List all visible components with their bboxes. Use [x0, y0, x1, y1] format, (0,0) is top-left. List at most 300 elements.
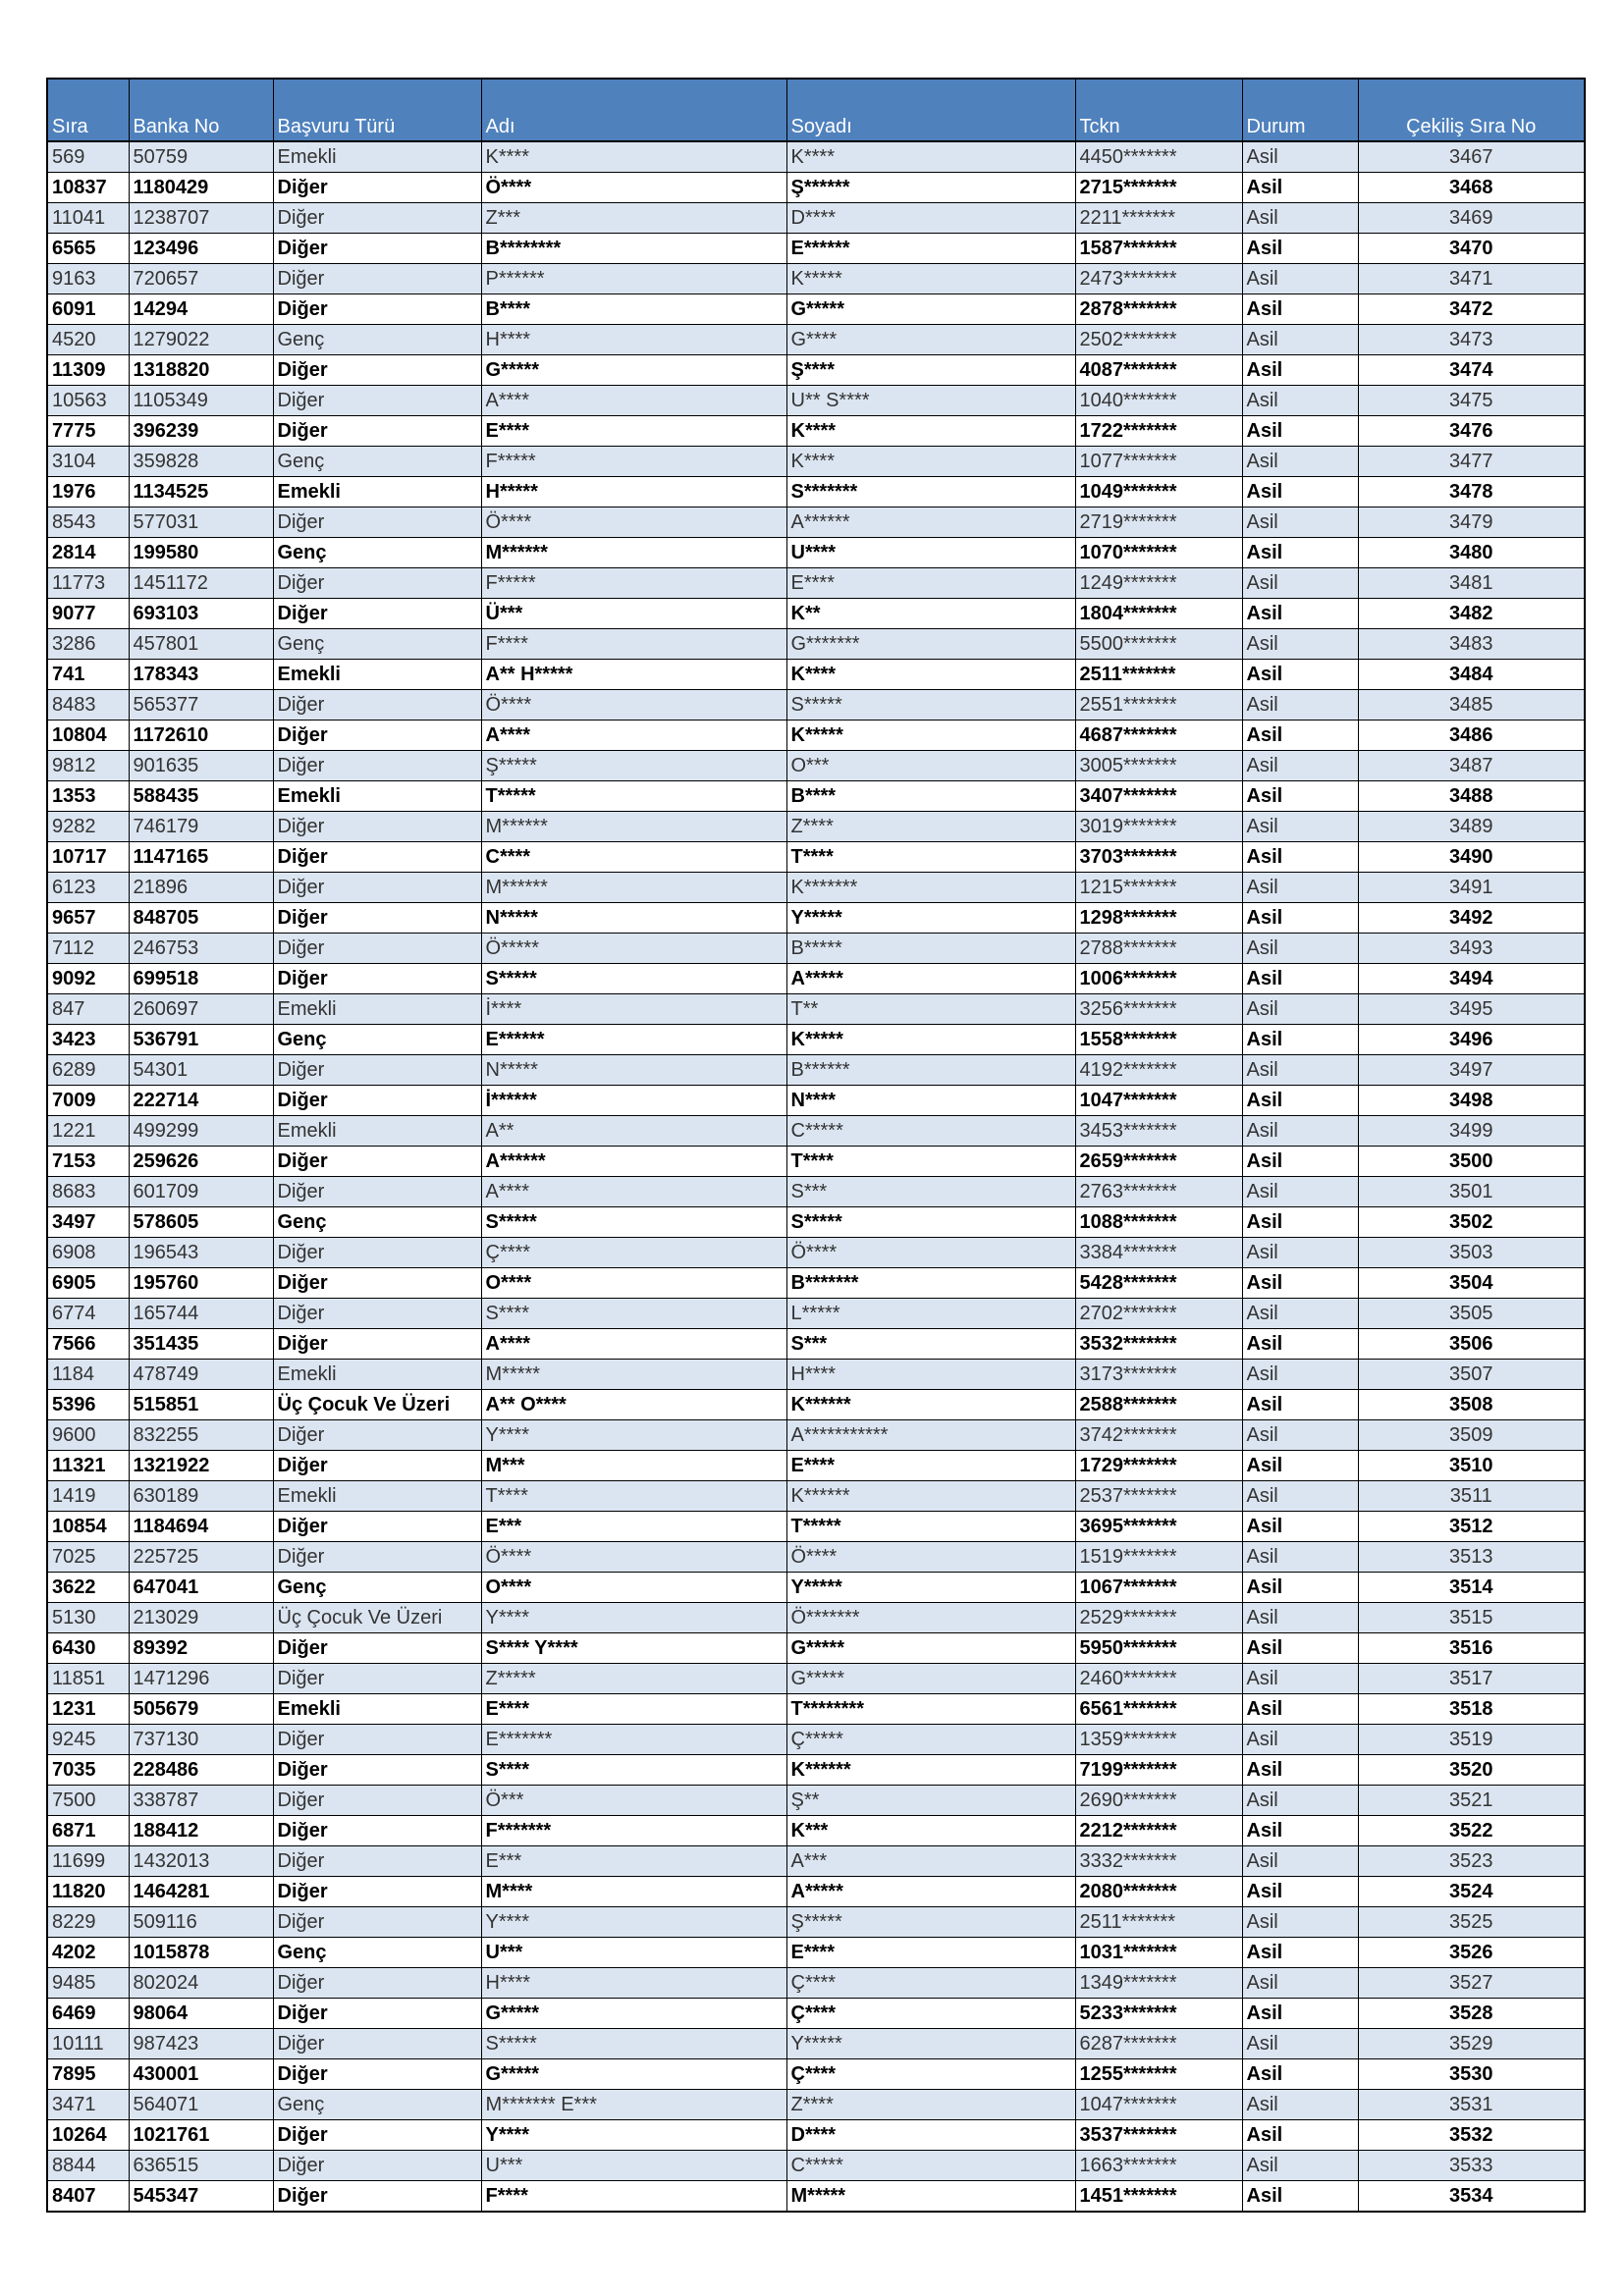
cell-sira: 11309: [47, 355, 129, 386]
cell-banka-no: 588435: [129, 781, 273, 812]
cell-tckn: 1519*******: [1075, 1542, 1242, 1573]
cell-durum: Asil: [1242, 1420, 1358, 1451]
cell-tckn: 2511*******: [1075, 1907, 1242, 1938]
cell-cekilis-sira-no: 3492: [1358, 903, 1585, 934]
table-row: [47, 538, 1585, 568]
table-row: [47, 325, 1585, 355]
cell-tckn: 1663*******: [1075, 2151, 1242, 2181]
cell-adi: N*****: [481, 903, 786, 934]
cell-tckn: 1558*******: [1075, 1025, 1242, 1055]
cell-adi: Ö****: [481, 507, 786, 538]
cell-cekilis-sira-no: 3505: [1358, 1299, 1585, 1329]
cell-soyadi: Ç*****: [786, 1725, 1075, 1755]
cell-soyadi: M*****: [786, 2181, 1075, 2213]
cell-tckn: 1067*******: [1075, 1573, 1242, 1603]
cell-durum: Asil: [1242, 173, 1358, 203]
cell-soyadi: C*****: [786, 2151, 1075, 2181]
cell-soyadi: B****: [786, 781, 1075, 812]
cell-adi: M******: [481, 873, 786, 903]
cell-soyadi: G*******: [786, 629, 1075, 660]
cell-cekilis-sira-no: 3480: [1358, 538, 1585, 568]
cell-tckn: 2551*******: [1075, 690, 1242, 721]
cell-cekilis-sira-no: 3501: [1358, 1177, 1585, 1207]
cell-sira: 6908: [47, 1238, 129, 1268]
cell-cekilis-sira-no: 3484: [1358, 660, 1585, 690]
cell-banka-no: 1471296: [129, 1664, 273, 1694]
cell-durum: Asil: [1242, 1055, 1358, 1086]
cell-sira: 3423: [47, 1025, 129, 1055]
cell-cekilis-sira-no: 3477: [1358, 447, 1585, 477]
table-row: [47, 447, 1585, 477]
cell-sira: 11699: [47, 1846, 129, 1877]
cell-basvuru-turu: Emekli: [273, 1694, 481, 1725]
cell-basvuru-turu: Diğer: [273, 386, 481, 416]
cell-tckn: 1722*******: [1075, 416, 1242, 447]
table-row: [47, 1938, 1585, 1968]
cell-soyadi: U****: [786, 538, 1075, 568]
cell-sira: 5130: [47, 1603, 129, 1633]
cell-soyadi: B*****: [786, 934, 1075, 964]
cell-banka-no: 630189: [129, 1481, 273, 1512]
table-row: [47, 1755, 1585, 1786]
cell-durum: Asil: [1242, 2059, 1358, 2090]
cell-tckn: 1215*******: [1075, 873, 1242, 903]
cell-sira: 7566: [47, 1329, 129, 1360]
cell-sira: 9077: [47, 599, 129, 629]
cell-basvuru-turu: Diğer: [273, 507, 481, 538]
cell-banka-no: 1238707: [129, 203, 273, 234]
cell-cekilis-sira-no: 3482: [1358, 599, 1585, 629]
cell-tckn: 2878*******: [1075, 294, 1242, 325]
cell-soyadi: K****: [786, 660, 1075, 690]
cell-basvuru-turu: Emekli: [273, 994, 481, 1025]
cell-sira: 6871: [47, 1816, 129, 1846]
cell-soyadi: T********: [786, 1694, 1075, 1725]
cell-durum: Asil: [1242, 873, 1358, 903]
cell-soyadi: D****: [786, 2120, 1075, 2151]
cell-banka-no: 1432013: [129, 1846, 273, 1877]
cell-banka-no: 1279022: [129, 325, 273, 355]
cell-banka-no: 123496: [129, 234, 273, 264]
table-row: [47, 234, 1585, 264]
table-row: [47, 751, 1585, 781]
cell-banka-no: 636515: [129, 2151, 273, 2181]
cell-cekilis-sira-no: 3523: [1358, 1846, 1585, 1877]
cell-adi: K****: [481, 141, 786, 173]
cell-cekilis-sira-no: 3512: [1358, 1512, 1585, 1542]
cell-banka-no: 901635: [129, 751, 273, 781]
cell-sira: 10804: [47, 721, 129, 751]
cell-tckn: 1804*******: [1075, 599, 1242, 629]
cell-banka-no: 338787: [129, 1786, 273, 1816]
cell-banka-no: 14294: [129, 294, 273, 325]
cell-cekilis-sira-no: 3503: [1358, 1238, 1585, 1268]
cell-tckn: 3532*******: [1075, 1329, 1242, 1360]
table-row: [47, 2181, 1585, 2213]
cell-basvuru-turu: Genç: [273, 538, 481, 568]
cell-sira: 741: [47, 660, 129, 690]
cell-tckn: 1587*******: [1075, 234, 1242, 264]
cell-tckn: 1077*******: [1075, 447, 1242, 477]
cell-soyadi: N****: [786, 1086, 1075, 1116]
cell-sira: 11851: [47, 1664, 129, 1694]
cell-tckn: 3173*******: [1075, 1360, 1242, 1390]
cell-sira: 7775: [47, 416, 129, 447]
cell-durum: Asil: [1242, 751, 1358, 781]
cell-soyadi: Y*****: [786, 1573, 1075, 1603]
table-row: [47, 1207, 1585, 1238]
cell-basvuru-turu: Diğer: [273, 234, 481, 264]
table-row: [47, 568, 1585, 599]
cell-adi: U***: [481, 2151, 786, 2181]
results-table: [46, 78, 1586, 2213]
cell-banka-no: 1184694: [129, 1512, 273, 1542]
cell-durum: Asil: [1242, 1025, 1358, 1055]
cell-soyadi: A***: [786, 1846, 1075, 1877]
cell-soyadi: D****: [786, 203, 1075, 234]
cell-sira: 10264: [47, 2120, 129, 2151]
cell-banka-no: 505679: [129, 1694, 273, 1725]
cell-sira: 1231: [47, 1694, 129, 1725]
cell-basvuru-turu: Emekli: [273, 1116, 481, 1147]
table-row: [47, 1573, 1585, 1603]
cell-tckn: 6287*******: [1075, 2029, 1242, 2059]
cell-banka-no: 50759: [129, 141, 273, 173]
cell-durum: Asil: [1242, 1846, 1358, 1877]
cell-cekilis-sira-no: 3494: [1358, 964, 1585, 994]
cell-banka-no: 396239: [129, 416, 273, 447]
cell-basvuru-turu: Diğer: [273, 1633, 481, 1664]
cell-cekilis-sira-no: 3509: [1358, 1420, 1585, 1451]
cell-cekilis-sira-no: 3532: [1358, 2120, 1585, 2151]
table-row: [47, 1877, 1585, 1907]
cell-basvuru-turu: Genç: [273, 1573, 481, 1603]
cell-durum: Asil: [1242, 1329, 1358, 1360]
table-row: [47, 1420, 1585, 1451]
cell-durum: Asil: [1242, 416, 1358, 447]
cell-durum: Asil: [1242, 660, 1358, 690]
cell-sira: 4520: [47, 325, 129, 355]
table-row: [47, 1968, 1585, 1999]
cell-basvuru-turu: Emekli: [273, 660, 481, 690]
cell-adi: E****: [481, 416, 786, 447]
cell-soyadi: Ş**: [786, 1786, 1075, 1816]
cell-basvuru-turu: Diğer: [273, 1086, 481, 1116]
cell-durum: Asil: [1242, 2181, 1358, 2213]
cell-basvuru-turu: Genç: [273, 325, 481, 355]
cell-tckn: 1006*******: [1075, 964, 1242, 994]
cell-sira: 4202: [47, 1938, 129, 1968]
cell-soyadi: T*****: [786, 1512, 1075, 1542]
cell-tckn: 3703*******: [1075, 842, 1242, 873]
cell-sira: 9657: [47, 903, 129, 934]
cell-adi: F*****: [481, 568, 786, 599]
table-row: [47, 599, 1585, 629]
cell-soyadi: S***: [786, 1177, 1075, 1207]
cell-tckn: 2702*******: [1075, 1299, 1242, 1329]
cell-tckn: 2719*******: [1075, 507, 1242, 538]
cell-basvuru-turu: Emekli: [273, 1481, 481, 1512]
cell-basvuru-turu: Diğer: [273, 1999, 481, 2029]
cell-tckn: 3019*******: [1075, 812, 1242, 842]
cell-sira: 7035: [47, 1755, 129, 1786]
cell-sira: 1221: [47, 1116, 129, 1147]
cell-soyadi: A******: [786, 507, 1075, 538]
cell-cekilis-sira-no: 3520: [1358, 1755, 1585, 1786]
cell-durum: Asil: [1242, 325, 1358, 355]
cell-sira: 569: [47, 141, 129, 173]
cell-cekilis-sira-no: 3518: [1358, 1694, 1585, 1725]
cell-basvuru-turu: Emekli: [273, 781, 481, 812]
cell-basvuru-turu: Emekli: [273, 477, 481, 507]
cell-sira: 11321: [47, 1451, 129, 1481]
table-row: [47, 1999, 1585, 2029]
cell-basvuru-turu: Üç Çocuk Ve Üzeri: [273, 1603, 481, 1633]
cell-cekilis-sira-no: 3470: [1358, 234, 1585, 264]
cell-tckn: 2690*******: [1075, 1786, 1242, 1816]
cell-adi: Y****: [481, 2120, 786, 2151]
cell-soyadi: A*****: [786, 964, 1075, 994]
cell-durum: Asil: [1242, 599, 1358, 629]
cell-banka-no: 351435: [129, 1329, 273, 1360]
cell-tckn: 1070*******: [1075, 538, 1242, 568]
cell-durum: Asil: [1242, 1268, 1358, 1299]
table-row: [47, 690, 1585, 721]
cell-cekilis-sira-no: 3479: [1358, 507, 1585, 538]
cell-tckn: 1349*******: [1075, 1968, 1242, 1999]
cell-sira: 10563: [47, 386, 129, 416]
cell-cekilis-sira-no: 3521: [1358, 1786, 1585, 1816]
cell-adi: B********: [481, 234, 786, 264]
cell-adi: Ş*****: [481, 751, 786, 781]
cell-banka-no: 478749: [129, 1360, 273, 1390]
cell-cekilis-sira-no: 3487: [1358, 751, 1585, 781]
cell-durum: Asil: [1242, 629, 1358, 660]
cell-adi: B****: [481, 294, 786, 325]
cell-basvuru-turu: Diğer: [273, 264, 481, 294]
cell-banka-no: 499299: [129, 1116, 273, 1147]
cell-soyadi: S*******: [786, 477, 1075, 507]
cell-basvuru-turu: Diğer: [273, 1268, 481, 1299]
cell-banka-no: 1464281: [129, 1877, 273, 1907]
cell-basvuru-turu: Diğer: [273, 903, 481, 934]
cell-adi: İ****: [481, 994, 786, 1025]
cell-basvuru-turu: Diğer: [273, 1816, 481, 1846]
cell-adi: S****: [481, 1755, 786, 1786]
cell-basvuru-turu: Diğer: [273, 1725, 481, 1755]
cell-sira: 9245: [47, 1725, 129, 1755]
cell-tckn: 3453*******: [1075, 1116, 1242, 1147]
cell-basvuru-turu: Diğer: [273, 2120, 481, 2151]
cell-banka-no: 228486: [129, 1755, 273, 1786]
cell-basvuru-turu: Diğer: [273, 2181, 481, 2213]
cell-basvuru-turu: Diğer: [273, 812, 481, 842]
cell-basvuru-turu: Emekli: [273, 141, 481, 173]
cell-tckn: 2763*******: [1075, 1177, 1242, 1207]
cell-durum: Asil: [1242, 1147, 1358, 1177]
header-durum: Durum: [1242, 79, 1358, 141]
cell-sira: 6565: [47, 234, 129, 264]
cell-sira: 10854: [47, 1512, 129, 1542]
cell-sira: 6905: [47, 1268, 129, 1299]
cell-banka-no: 720657: [129, 264, 273, 294]
cell-durum: Asil: [1242, 2029, 1358, 2059]
cell-tckn: 4450*******: [1075, 141, 1242, 173]
cell-tckn: 5950*******: [1075, 1633, 1242, 1664]
cell-durum: Asil: [1242, 690, 1358, 721]
cell-adi: S*****: [481, 964, 786, 994]
cell-soyadi: Ö****: [786, 1542, 1075, 1573]
cell-adi: Ö****: [481, 173, 786, 203]
cell-banka-no: 1172610: [129, 721, 273, 751]
cell-soyadi: K***: [786, 1816, 1075, 1846]
table-row: [47, 1725, 1585, 1755]
header-soyadi: Soyadı: [786, 79, 1075, 141]
cell-cekilis-sira-no: 3500: [1358, 1147, 1585, 1177]
cell-cekilis-sira-no: 3507: [1358, 1360, 1585, 1390]
cell-durum: Asil: [1242, 1207, 1358, 1238]
cell-banka-no: 832255: [129, 1420, 273, 1451]
cell-banka-no: 1134525: [129, 477, 273, 507]
cell-tckn: 2502*******: [1075, 325, 1242, 355]
cell-sira: 11041: [47, 203, 129, 234]
cell-adi: M******* E***: [481, 2090, 786, 2120]
cell-basvuru-turu: Diğer: [273, 934, 481, 964]
cell-adi: Z*****: [481, 1664, 786, 1694]
header-sira: Sıra: [47, 79, 129, 141]
cell-tckn: 1729*******: [1075, 1451, 1242, 1481]
cell-cekilis-sira-no: 3519: [1358, 1725, 1585, 1755]
cell-banka-no: 802024: [129, 1968, 273, 1999]
cell-adi: M******: [481, 538, 786, 568]
cell-cekilis-sira-no: 3530: [1358, 2059, 1585, 2090]
cell-adi: S**** Y****: [481, 1633, 786, 1664]
cell-cekilis-sira-no: 3534: [1358, 2181, 1585, 2213]
table-row: [47, 2120, 1585, 2151]
cell-adi: F****: [481, 2181, 786, 2213]
table-row: [47, 903, 1585, 934]
table-row: [47, 1542, 1585, 1573]
table-row: [47, 2059, 1585, 2090]
table-row: [47, 173, 1585, 203]
cell-sira: 6774: [47, 1299, 129, 1329]
cell-durum: Asil: [1242, 355, 1358, 386]
cell-durum: Asil: [1242, 1512, 1358, 1542]
cell-banka-no: 260697: [129, 994, 273, 1025]
cell-basvuru-turu: Diğer: [273, 1877, 481, 1907]
cell-cekilis-sira-no: 3516: [1358, 1633, 1585, 1664]
cell-cekilis-sira-no: 3499: [1358, 1116, 1585, 1147]
cell-durum: Asil: [1242, 1177, 1358, 1207]
table-row: [47, 1360, 1585, 1390]
cell-cekilis-sira-no: 3495: [1358, 994, 1585, 1025]
cell-soyadi: Ş****: [786, 355, 1075, 386]
cell-durum: Asil: [1242, 934, 1358, 964]
cell-cekilis-sira-no: 3524: [1358, 1877, 1585, 1907]
cell-durum: Asil: [1242, 264, 1358, 294]
table-row: [47, 1390, 1585, 1420]
cell-sira: 11820: [47, 1877, 129, 1907]
cell-adi: A****: [481, 386, 786, 416]
cell-adi: Ö***: [481, 1786, 786, 1816]
cell-soyadi: Ç****: [786, 1968, 1075, 1999]
cell-durum: Asil: [1242, 1694, 1358, 1725]
cell-durum: Asil: [1242, 1573, 1358, 1603]
cell-basvuru-turu: Diğer: [273, 1238, 481, 1268]
cell-durum: Asil: [1242, 2090, 1358, 2120]
cell-durum: Asil: [1242, 1725, 1358, 1755]
table-row: [47, 264, 1585, 294]
cell-cekilis-sira-no: 3513: [1358, 1542, 1585, 1573]
cell-cekilis-sira-no: 3486: [1358, 721, 1585, 751]
cell-adi: A** H*****: [481, 660, 786, 690]
table-row: [47, 873, 1585, 903]
cell-sira: 3104: [47, 447, 129, 477]
table-row: [47, 2090, 1585, 2120]
cell-cekilis-sira-no: 3515: [1358, 1603, 1585, 1633]
table-row: [47, 1268, 1585, 1299]
cell-durum: Asil: [1242, 1086, 1358, 1116]
cell-tckn: 7199*******: [1075, 1755, 1242, 1786]
cell-durum: Asil: [1242, 1299, 1358, 1329]
table-row: [47, 477, 1585, 507]
cell-sira: 7009: [47, 1086, 129, 1116]
cell-durum: Asil: [1242, 507, 1358, 538]
cell-cekilis-sira-no: 3488: [1358, 781, 1585, 812]
cell-soyadi: K*****: [786, 721, 1075, 751]
cell-soyadi: B******: [786, 1055, 1075, 1086]
table-row: [47, 1238, 1585, 1268]
cell-durum: Asil: [1242, 1390, 1358, 1420]
cell-cekilis-sira-no: 3522: [1358, 1816, 1585, 1846]
cell-banka-no: 515851: [129, 1390, 273, 1420]
table-row: [47, 1299, 1585, 1329]
cell-tckn: 1451*******: [1075, 2181, 1242, 2213]
cell-durum: Asil: [1242, 1816, 1358, 1846]
cell-cekilis-sira-no: 3474: [1358, 355, 1585, 386]
cell-durum: Asil: [1242, 721, 1358, 751]
cell-soyadi: U** S****: [786, 386, 1075, 416]
cell-adi: S*****: [481, 1207, 786, 1238]
table-row: [47, 781, 1585, 812]
cell-soyadi: K******: [786, 1755, 1075, 1786]
header-banka-no: Banka No: [129, 79, 273, 141]
cell-sira: 6430: [47, 1633, 129, 1664]
cell-soyadi: Ç****: [786, 1999, 1075, 2029]
cell-adi: M****: [481, 1877, 786, 1907]
cell-basvuru-turu: Diğer: [273, 964, 481, 994]
cell-sira: 6091: [47, 294, 129, 325]
table-row: [47, 1512, 1585, 1542]
cell-soyadi: Z****: [786, 2090, 1075, 2120]
cell-basvuru-turu: Emekli: [273, 1360, 481, 1390]
cell-banka-no: 1451172: [129, 568, 273, 599]
table-row: [47, 964, 1585, 994]
cell-cekilis-sira-no: 3475: [1358, 386, 1585, 416]
cell-durum: Asil: [1242, 234, 1358, 264]
cell-durum: Asil: [1242, 1907, 1358, 1938]
cell-adi: Y****: [481, 1420, 786, 1451]
cell-sira: 6289: [47, 1055, 129, 1086]
cell-cekilis-sira-no: 3527: [1358, 1968, 1585, 1999]
cell-durum: Asil: [1242, 447, 1358, 477]
cell-tckn: 1298*******: [1075, 903, 1242, 934]
cell-sira: 7112: [47, 934, 129, 964]
cell-basvuru-turu: Diğer: [273, 1329, 481, 1360]
cell-soyadi: E****: [786, 1938, 1075, 1968]
cell-durum: Asil: [1242, 386, 1358, 416]
cell-cekilis-sira-no: 3533: [1358, 2151, 1585, 2181]
